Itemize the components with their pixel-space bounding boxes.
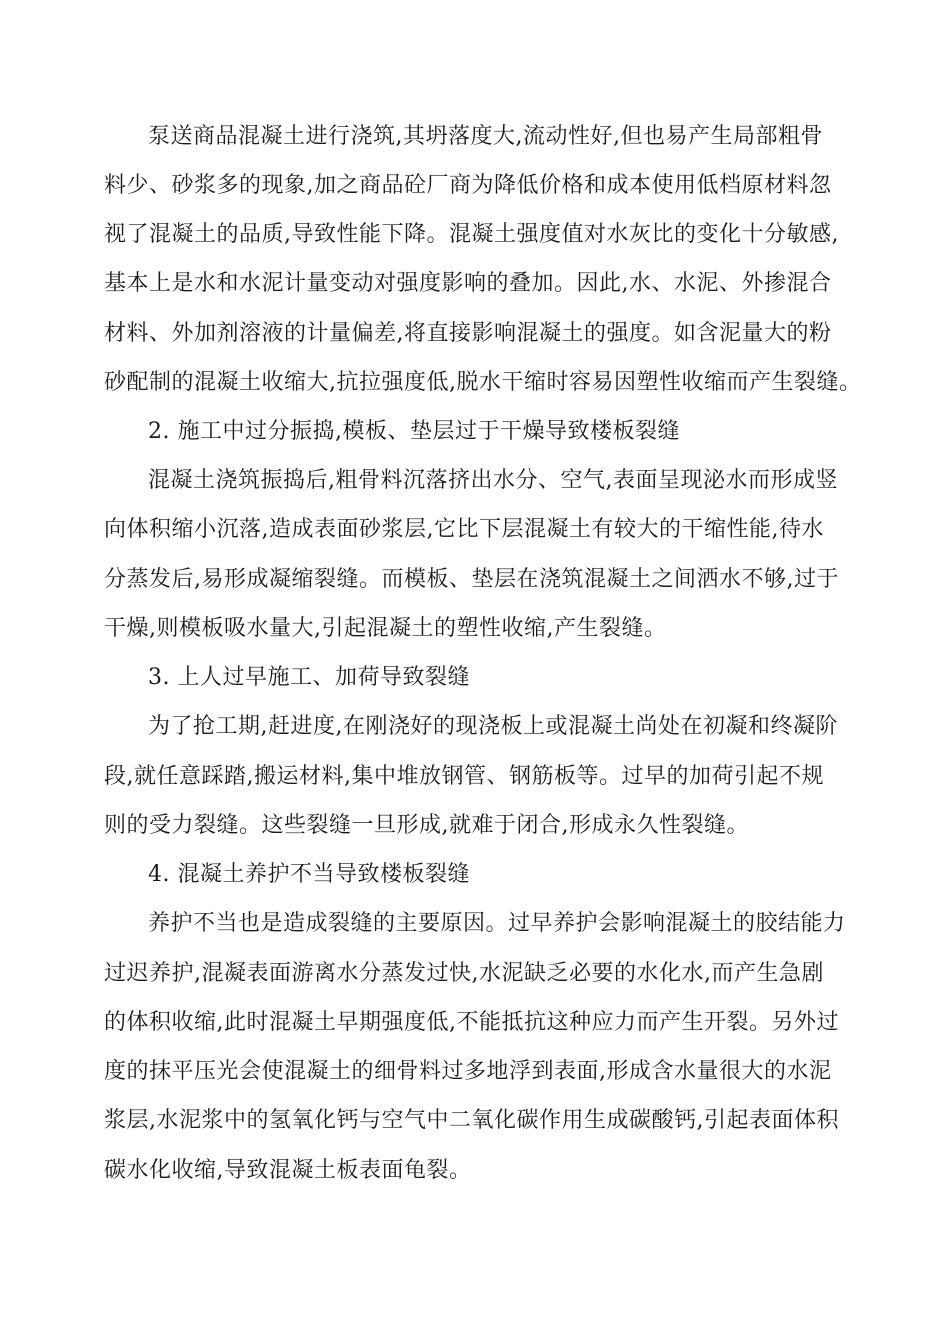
text-line: 过迟养护,混凝表面游离水分蒸发过快,水泥缺乏必要的水化水,而产生急剧 [104, 961, 824, 986]
text-line: 浆层,水泥浆中的氢氧化钙与空气中二氧化碳作用生成碳酸钙,引起表面体积 [104, 1108, 839, 1133]
section-heading: 2. 施工中过分振捣,模板、垫层过于干燥导致楼板裂缝 [148, 419, 680, 444]
text-line: 向体积缩小沉落,造成表面砂浆层,它比下层混凝土有较大的干缩性能,待水 [104, 517, 824, 542]
text-line: 泵送商品混凝土进行浇筑,其坍落度大,流动性好,但也易产生局部粗骨 [148, 124, 823, 149]
text-line: 料少、砂浆多的现象,加之商品砼厂商为降低价格和成本使用低档原材料忽 [104, 173, 832, 198]
text-line: 干燥,则模板吸水量大,引起混凝土的塑性收缩,产生裂缝。 [104, 616, 667, 641]
text-line: 则的受力裂缝。这些裂缝一旦形成,就难于闭合,形成永久性裂缝。 [104, 813, 749, 838]
text-line: 碳水化收缩,导致混凝土板表面龟裂。 [104, 1158, 472, 1183]
text-line: 混凝土浇筑振捣后,粗骨料沉落挤出水分、空气,表面呈现泌水而形成竖 [148, 468, 838, 493]
text-line: 养护不当也是造成裂缝的主要原因。过早养护会影响混凝土的胶结能力 [148, 911, 846, 936]
section-heading: 3. 上人过早施工、加荷导致裂缝 [148, 665, 470, 690]
text-line: 为了抢工期,赶进度,在刚浇好的现浇板上或混凝土尚处在初凝和终凝阶 [148, 714, 838, 739]
section-heading: 4. 混凝土养护不当导致楼板裂缝 [148, 862, 470, 887]
text-line: 材料、外加剂溶液的计量偏差,将直接影响混凝土的强度。如含泥量大的粉 [104, 321, 832, 346]
text-line: 的体积收缩,此时混凝土早期强度低,不能抵抗这种应力而产生开裂。另外过 [104, 1010, 839, 1035]
text-line: 段,就任意踩踏,搬运材料,集中堆放钢管、钢筋板等。过早的加荷引起不规 [104, 764, 824, 789]
text-line: 分蒸发后,易形成凝缩裂缝。而模板、垫层在浇筑混凝土之间洒水不够,过于 [104, 567, 839, 592]
text-line: 度的抹平压光会使混凝土的细骨料过多地浮到表面,形成含水量很大的水泥 [104, 1059, 832, 1084]
text-line: 基本上是水和水泥计量变动对强度影响的叠加。因此,水、水泥、外掺混合 [104, 271, 832, 296]
text-line: 砂配制的混凝土收缩大,抗拉强度低,脱水干缩时容易因塑性收缩而产生裂缝。 [104, 370, 862, 395]
text-line: 视了混凝土的品质,导致性能下降。混凝土强度值对水灰比的变化十分敏感, [104, 222, 839, 247]
